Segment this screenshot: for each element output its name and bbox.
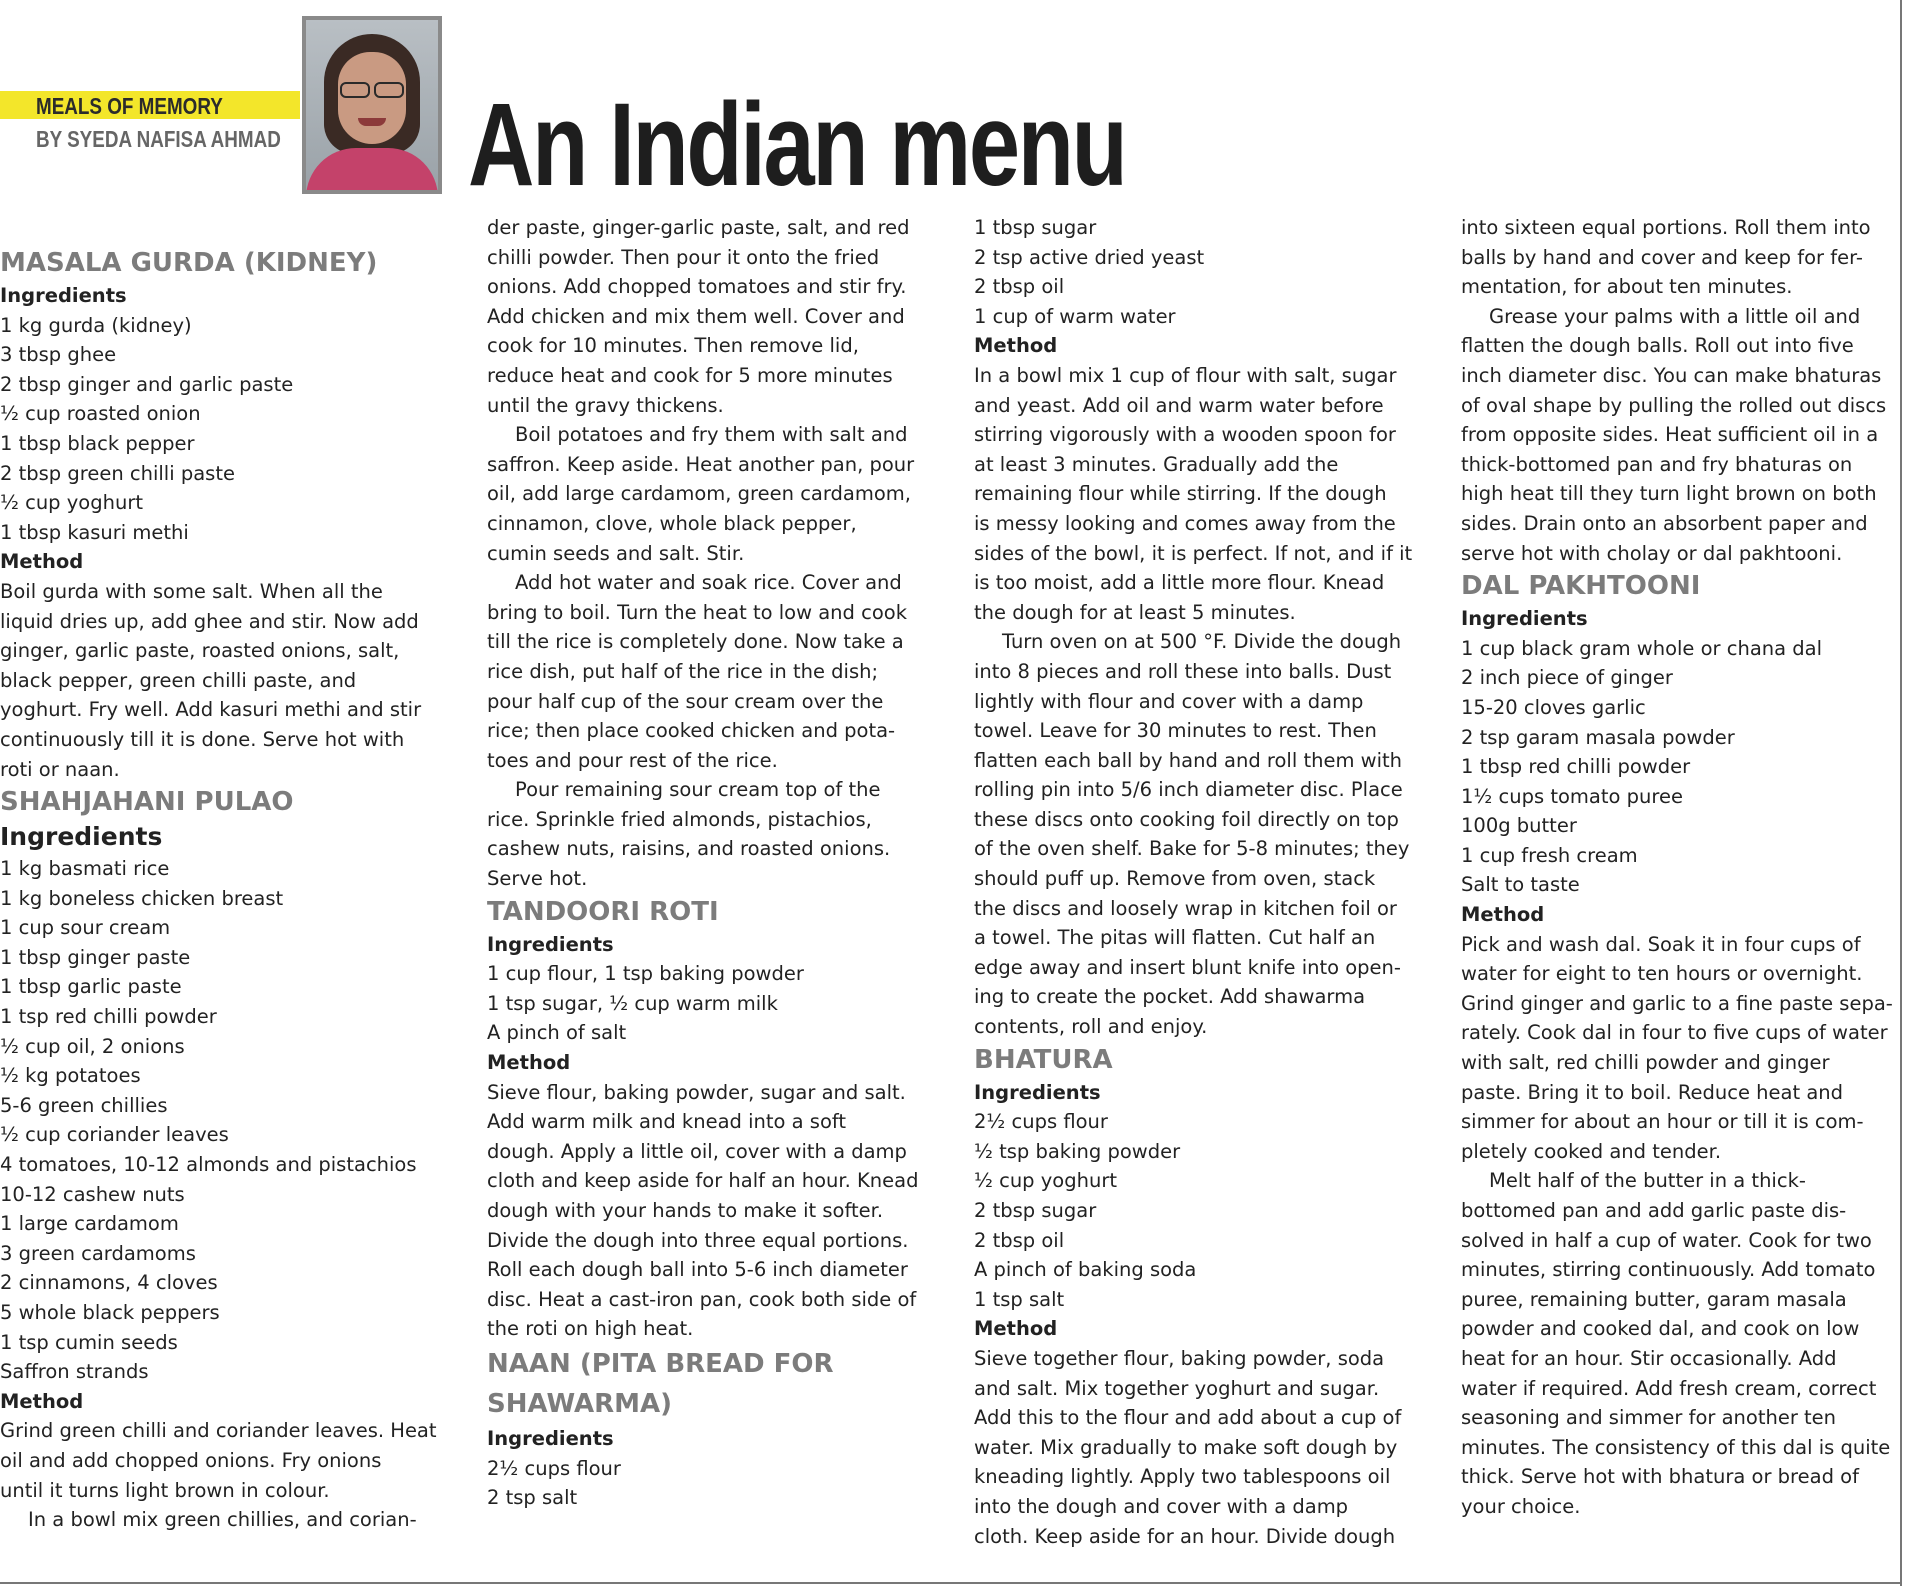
text-line: until the gravy thickens.: [487, 393, 724, 417]
text-line: kneading lightly. Apply two tablespoons oil: [974, 1465, 1391, 1489]
text-line: solved in half a cup of water. Cook for two: [1461, 1228, 1872, 1252]
section-subheading: Method: [974, 334, 1058, 358]
paragraph-start-line: In a bowl mix green chillies, and corian-: [28, 1508, 417, 1532]
text-line: the discs and loosely wrap in kitchen foil or: [974, 896, 1397, 920]
text-line: till the rice is completely done. Now take a: [487, 630, 904, 654]
text-line: 1 cup sour cream: [0, 916, 171, 940]
recipe-heading: DAL PAKHTOONI: [1461, 571, 1701, 602]
text-line: of the oven shelf. Bake for 5-8 minutes; they: [974, 837, 1410, 861]
paragraph-start-line: Turn oven on at 500 °F. Divide the dough: [1002, 630, 1402, 654]
text-line: towel. Leave for 30 minutes to rest. Then: [974, 719, 1377, 743]
text-line: 1 tbsp kasuri methi: [0, 520, 189, 544]
text-line: reduce heat and cook for 5 more minutes: [487, 363, 893, 387]
recipe-heading: MASALA GURDA (KIDNEY): [0, 248, 378, 278]
text-line: 1 cup black gram whole or chana dal: [1461, 636, 1823, 660]
text-line: into the dough and cover with a damp: [974, 1494, 1349, 1518]
text-line: ½ tsp baking powder: [974, 1139, 1181, 1163]
text-line: seasoning and simmer for another ten: [1461, 1406, 1837, 1430]
text-line: continuously till it is done. Serve hot with: [0, 727, 405, 751]
text-line: 2 tsp garam masala powder: [1461, 725, 1735, 749]
text-line: should puff up. Remove from oven, stack: [974, 867, 1376, 891]
text-line: into 8 pieces and roll these into balls. Dust: [974, 659, 1392, 683]
text-line: Sieve together flour, baking powder, soda: [974, 1346, 1385, 1370]
paragraph-start-line: Grease your palms with a little oil and: [1489, 304, 1861, 328]
text-line: 1 large cardamom: [0, 1212, 179, 1236]
recipe-heading: BHATURA: [974, 1044, 1113, 1075]
text-line: 1½ cups tomato puree: [1461, 784, 1683, 808]
text-line: ½ kg potatoes: [0, 1064, 141, 1088]
text-line: high heat till they turn light brown on both: [1461, 482, 1877, 506]
text-line: oil, add large cardamom, green cardamom,: [487, 482, 911, 506]
text-line: cashew nuts, raisins, and roasted onions.: [487, 837, 891, 861]
text-line: thick. Serve hot with bhatura or bread of: [1461, 1465, 1859, 1489]
text-line: of oval shape by pulling the rolled out discs: [1461, 393, 1887, 417]
text-line: liquid dries up, add ghee and stir. Now add: [0, 609, 419, 633]
text-line: bring to boil. Turn the heat to low and cook: [487, 600, 907, 624]
text-line: 2 cinnamons, 4 cloves: [0, 1271, 218, 1295]
text-line: 1 tsp salt: [974, 1287, 1065, 1311]
text-line: Add this to the flour and add about a cup of: [974, 1406, 1402, 1430]
bottom-rule: [0, 1582, 1902, 1584]
text-line: and yeast. Add oil and warm water before: [974, 393, 1384, 417]
article-column-1: [0, 245, 450, 1535]
column-kicker: MEALS OF MEMORY: [36, 93, 223, 119]
section-subheading: Method: [974, 1317, 1058, 1341]
recipe-heading: SHAWARMA): [487, 1388, 672, 1419]
text-line: 2 tsp salt: [487, 1486, 578, 1510]
text-line: chilli powder. Then pour it onto the fried: [487, 245, 880, 269]
text-line: sides of the bowl, it is perfect. If not, and if it: [974, 541, 1413, 565]
text-line: bottomed pan and add garlic paste dis-: [1461, 1199, 1847, 1222]
text-line: dough. Apply a little oil, cover with a damp: [487, 1139, 907, 1163]
text-line: disc. Heat a cast-iron pan, cook both side of: [487, 1287, 917, 1311]
text-line: is too moist, add a little more flour. Knead: [974, 571, 1385, 595]
text-line: paste. Bring it to boil. Reduce heat and: [1461, 1080, 1844, 1104]
text-line: a towel. The pitas will flatten. Cut half an: [974, 926, 1376, 950]
text-line: 2 tbsp sugar: [974, 1199, 1097, 1222]
text-line: 1 tbsp black pepper: [0, 431, 195, 455]
text-line: puree, remaining butter, garam masala: [1461, 1287, 1847, 1311]
text-line: Salt to taste: [1461, 873, 1580, 897]
text-line: cumin seeds and salt. Stir.: [487, 541, 745, 565]
text-line: lightly with flour and cover with a damp: [974, 689, 1364, 713]
text-line: Divide the dough into three equal portions.: [487, 1228, 909, 1252]
text-line: is messy looking and comes away from the: [974, 511, 1396, 535]
text-line: 2 tbsp green chilli paste: [0, 461, 235, 485]
text-line: Grind green chilli and coriander leaves. Heat: [0, 1419, 437, 1443]
text-line: onions. Add chopped tomatoes and stir fry.: [487, 275, 907, 299]
text-line: rice; then place cooked chicken and pota-: [487, 719, 896, 743]
text-line: from opposite sides. Heat sufficient oil in a: [1461, 423, 1879, 447]
text-line: Pick and wash dal. Soak it in four cups of: [1461, 932, 1861, 956]
text-line: Saffron strands: [0, 1360, 149, 1384]
text-line: der paste, ginger-garlic paste, salt, and red: [487, 216, 910, 239]
text-line: rice. Sprinkle fried almonds, pistachios,: [487, 807, 872, 831]
text-line: serve hot with cholay or dal pakhtooni.: [1461, 541, 1843, 565]
paragraph-start-line: Boil potatoes and fry them with salt and: [515, 423, 908, 447]
text-line: 1 tbsp garlic paste: [0, 975, 182, 999]
text-line: water. Mix gradually to make soft dough by: [974, 1435, 1398, 1459]
text-line: ½ cup yoghurt: [974, 1169, 1117, 1193]
article-column-3: [974, 213, 1424, 1551]
article-column-2: [487, 213, 937, 1513]
text-line: saffron. Keep aside. Heat another pan, pour: [487, 452, 915, 476]
text-line: 1 cup flour, 1 tsp baking powder: [487, 962, 804, 986]
text-line: powder and cooked dal, and cook on low: [1461, 1317, 1860, 1341]
recipe-heading: TANDOORI ROTI: [487, 896, 719, 927]
text-line: 15-20 cloves garlic: [1461, 695, 1646, 719]
text-line: 2½ cups flour: [974, 1110, 1108, 1134]
text-line: 1 cup fresh cream: [1461, 843, 1638, 867]
text-line: thick-bottomed pan and fry bhaturas on: [1461, 452, 1853, 476]
text-line: 4 tomatoes, 10-12 almonds and pistachios: [0, 1153, 417, 1177]
page-title: An Indian menu: [468, 79, 1126, 211]
text-line: 2 tbsp oil: [974, 1228, 1065, 1252]
text-line: Sieve flour, baking powder, sugar and salt.: [487, 1080, 906, 1104]
section-subheading: Ingredients: [0, 822, 163, 852]
text-line: 1 tbsp sugar: [974, 216, 1097, 239]
text-line: mentation, for about ten minutes.: [1461, 275, 1793, 299]
text-line: ing to create the pocket. Add shawarma: [974, 985, 1366, 1009]
text-line: Grind ginger and garlic to a fine paste sepa-: [1461, 991, 1893, 1015]
section-subheading: Method: [0, 1389, 84, 1413]
text-line: heat for an hour. Stir occasionally. Add: [1461, 1346, 1837, 1370]
text-line: your choice.: [1461, 1494, 1581, 1518]
text-line: and salt. Mix together yoghurt and sugar.: [974, 1376, 1380, 1400]
text-line: into sixteen equal portions. Roll them into: [1461, 216, 1871, 239]
text-line: 1 tbsp ginger paste: [0, 945, 191, 969]
text-line: 5 whole black peppers: [0, 1301, 220, 1324]
text-line: cook for 10 minutes. Then remove lid,: [487, 334, 859, 358]
text-line: rice dish, put half of the rice in the dish;: [487, 659, 879, 683]
text-line: toes and pour rest of the rice.: [487, 748, 778, 772]
text-line: water for eight to ten hours or overnight.: [1461, 962, 1863, 986]
text-line: sides. Drain onto an absorbent paper and: [1461, 511, 1868, 535]
text-line: cinnamon, clove, whole black pepper,: [487, 511, 857, 535]
text-line: Boil gurda with some salt. When all the: [0, 579, 383, 603]
section-subheading: Ingredients: [974, 1080, 1101, 1104]
text-line: balls by hand and cover and keep for fer-: [1461, 245, 1863, 269]
text-line: cloth and keep aside for half an hour. Knead: [487, 1169, 919, 1193]
text-line: 1 cup of warm water: [974, 304, 1176, 328]
text-line: ½ cup yoghurt: [0, 491, 143, 515]
text-line: 2 tbsp ginger and garlic paste: [0, 372, 294, 396]
text-line: stirring vigorously with a wooden spoon for: [974, 423, 1396, 447]
text-line: 2½ cups flour: [487, 1456, 621, 1480]
text-line: 1 tbsp red chilli powder: [1461, 755, 1691, 779]
paragraph-start-line: Add hot water and soak rice. Cover and: [515, 571, 902, 595]
text-line: edge away and insert blunt knife into open-: [974, 955, 1401, 979]
section-subheading: Ingredients: [487, 932, 614, 956]
article-column-4: [1461, 213, 1911, 1522]
recipe-heading: NAAN (PITA BREAD FOR: [487, 1348, 834, 1379]
text-line: rately. Cook dal in four to five cups of water: [1461, 1021, 1888, 1045]
text-line: 10-12 cashew nuts: [0, 1182, 185, 1206]
text-line: A pinch of salt: [487, 1021, 627, 1045]
section-subheading: Method: [0, 550, 84, 574]
text-line: Add chicken and mix them well. Cover and: [487, 304, 905, 328]
text-line: minutes. The consistency of this dal is quite: [1461, 1435, 1891, 1459]
text-line: 1 kg gurda (kidney): [0, 313, 192, 337]
text-line: minutes, stirring continuously. Add tomato: [1461, 1258, 1876, 1282]
text-line: 1 tsp red chilli powder: [0, 1005, 217, 1029]
text-line: 1 tsp sugar, ½ cup warm milk: [487, 991, 778, 1015]
text-line: ginger, garlic paste, roasted onions, salt,: [0, 639, 400, 663]
text-line: until it turns light brown in colour.: [0, 1478, 330, 1502]
text-line: water if required. Add fresh cream, correct: [1461, 1376, 1877, 1400]
text-line: pour half cup of the sour cream over the: [487, 689, 884, 713]
text-line: ½ cup oil, 2 onions: [0, 1034, 185, 1058]
text-line: Roll each dough ball into 5-6 inch diameter: [487, 1258, 908, 1282]
text-line: simmer for about an hour or till it is com-: [1461, 1110, 1864, 1134]
text-line: 1 kg boneless chicken breast: [0, 886, 284, 910]
text-line: contents, roll and enjoy.: [974, 1015, 1208, 1039]
section-subheading: Ingredients: [487, 1426, 614, 1450]
text-line: flatten each ball by hand and roll them with: [974, 748, 1403, 772]
section-subheading: Method: [1461, 903, 1545, 927]
text-line: inch diameter disc. You can make bhaturas: [1461, 363, 1882, 387]
recipe-heading: SHAHJAHANI PULAO: [0, 787, 294, 818]
text-line: Add warm milk and knead into a soft: [487, 1110, 847, 1134]
text-line: A pinch of baking soda: [974, 1258, 1197, 1282]
section-subheading: Ingredients: [0, 284, 127, 307]
text-line: 3 green cardamoms: [0, 1241, 196, 1265]
text-line: pletely cooked and tender.: [1461, 1139, 1722, 1163]
text-line: the dough for at least 5 minutes.: [974, 600, 1296, 624]
text-line: yoghurt. Fry well. Add kasuri methi and stir: [0, 698, 422, 722]
author-photo: [302, 16, 442, 194]
text-line: 1 kg basmati rice: [0, 857, 170, 881]
text-line: oil and add chopped onions. Fry onions: [0, 1448, 382, 1472]
author-byline: BY SYEDA NAFISA AHMAD: [36, 126, 281, 152]
text-line: 5-6 green chillies: [0, 1093, 168, 1117]
paragraph-start-line: Pour remaining sour cream top of the: [515, 778, 881, 802]
text-line: ½ cup roasted onion: [0, 402, 201, 426]
text-line: Serve hot.: [487, 867, 588, 891]
text-line: 2 tbsp oil: [974, 275, 1065, 299]
text-line: ½ cup coriander leaves: [0, 1123, 229, 1147]
text-line: roti or naan.: [0, 757, 120, 781]
text-line: dough with your hands to make it softer.: [487, 1199, 884, 1222]
text-line: cloth. Keep aside for an hour. Divide dough: [974, 1524, 1396, 1548]
text-line: In a bowl mix 1 cup of flour with salt, sugar: [974, 363, 1397, 387]
text-line: with salt, red chilli powder and ginger: [1461, 1051, 1830, 1075]
paragraph-start-line: Melt half of the butter in a thick-: [1489, 1169, 1806, 1193]
section-subheading: Ingredients: [1461, 607, 1588, 631]
text-line: 100g butter: [1461, 814, 1577, 838]
text-line: at least 3 minutes. Gradually add the: [974, 452, 1339, 476]
text-line: rolling pin into 5/6 inch diameter disc. Place: [974, 778, 1403, 802]
text-line: the roti on high heat.: [487, 1317, 694, 1341]
text-line: remaining flour while stirring. If the dough: [974, 482, 1387, 506]
text-line: 1 tsp cumin seeds: [0, 1330, 178, 1354]
text-line: these discs onto cooking foil directly on top: [974, 807, 1399, 831]
text-line: black pepper, green chilli paste, and: [0, 668, 357, 692]
text-line: 2 tsp active dried yeast: [974, 245, 1205, 269]
text-line: 3 tbsp ghee: [0, 343, 117, 367]
column-divider: [1900, 0, 1902, 1586]
section-subheading: Method: [487, 1051, 571, 1075]
text-line: flatten the dough balls. Roll out into five: [1461, 334, 1854, 358]
text-line: 2 inch piece of ginger: [1461, 666, 1673, 690]
